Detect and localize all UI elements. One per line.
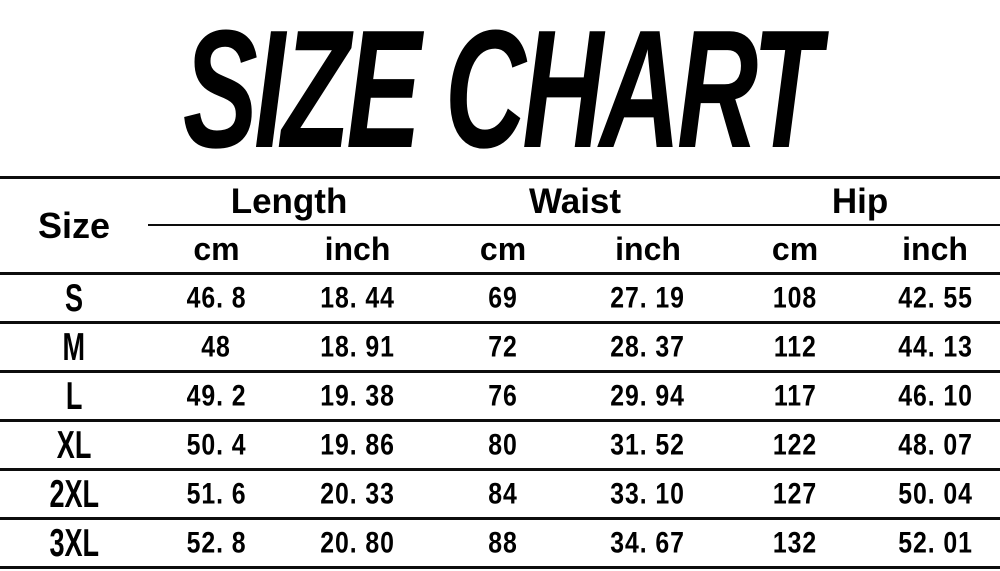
hip-inch-value: 46. 10 bbox=[897, 379, 973, 412]
length-cm-header: cm bbox=[193, 230, 240, 267]
waist-cm-header: cm bbox=[479, 230, 527, 267]
size-chart-title: SIZE CHART bbox=[182, 0, 818, 183]
unit-header-row bbox=[0, 225, 1000, 274]
length-inch-value: 20. 33 bbox=[320, 477, 395, 510]
length-cm-value: 52. 8 bbox=[186, 526, 247, 559]
length-cm-value: 49. 2 bbox=[186, 379, 247, 412]
length-inch-value: 19. 38 bbox=[320, 379, 395, 412]
length-group-header: Length bbox=[148, 178, 430, 226]
table-row-3xl bbox=[0, 519, 1000, 568]
table-row-xl bbox=[0, 421, 1000, 470]
size-label: M bbox=[62, 324, 86, 369]
hip-cm-value: 117 bbox=[773, 379, 817, 412]
hip-inch-value: 50. 04 bbox=[897, 477, 973, 510]
length-inch-value: 18. 44 bbox=[320, 281, 395, 314]
size-chart-table bbox=[0, 176, 1000, 569]
length-inch-value: 20. 80 bbox=[320, 526, 395, 559]
waist-cm-value: 80 bbox=[488, 428, 518, 461]
length-cm-value: 50. 4 bbox=[186, 428, 247, 461]
waist-cm-value: 76 bbox=[488, 379, 518, 412]
waist-cm-value: 69 bbox=[488, 281, 518, 314]
table-row-s bbox=[0, 274, 1000, 323]
hip-group-header: Hip bbox=[720, 178, 1000, 226]
size-label: 3XL bbox=[49, 520, 99, 565]
hip-inch-value: 42. 55 bbox=[897, 281, 973, 314]
waist-inch-value: 34. 67 bbox=[610, 526, 686, 559]
waist-inch-value: 29. 94 bbox=[610, 379, 686, 412]
waist-inch-value: 31. 52 bbox=[610, 428, 686, 461]
waist-inch-value: 28. 37 bbox=[610, 330, 686, 363]
table-body bbox=[0, 274, 1000, 568]
hip-inch-value: 52. 01 bbox=[897, 526, 973, 559]
hip-inch-header: inch bbox=[902, 230, 968, 267]
length-inch-value: 19. 86 bbox=[320, 428, 395, 461]
hip-cm-header: cm bbox=[771, 230, 819, 267]
size-column-header: Size bbox=[37, 204, 111, 246]
title-wrap bbox=[0, 0, 1000, 183]
hip-cm-value: 108 bbox=[772, 281, 818, 314]
table-row-l bbox=[0, 372, 1000, 421]
size-label: S bbox=[64, 275, 84, 320]
hip-cm-value: 127 bbox=[772, 477, 818, 510]
hip-cm-value: 122 bbox=[772, 428, 818, 461]
waist-inch-value: 33. 10 bbox=[610, 477, 686, 510]
waist-cm-value: 72 bbox=[488, 330, 518, 363]
length-inch-header: inch bbox=[324, 230, 391, 267]
table-row-m bbox=[0, 323, 1000, 372]
size-label: 2XL bbox=[49, 471, 99, 516]
length-cm-value: 46. 8 bbox=[186, 281, 247, 314]
length-cm-value: 48 bbox=[201, 330, 232, 363]
length-inch-value: 18. 91 bbox=[320, 330, 395, 363]
waist-cm-value: 84 bbox=[488, 477, 518, 510]
waist-inch-value: 27. 19 bbox=[610, 281, 686, 314]
hip-cm-value: 132 bbox=[772, 526, 818, 559]
table-row-2xl bbox=[0, 470, 1000, 519]
size-label: XL bbox=[56, 422, 92, 467]
hip-cm-value: 112 bbox=[773, 330, 817, 363]
group-header-row bbox=[0, 178, 1000, 226]
table-header bbox=[0, 178, 1000, 274]
size-label: L bbox=[65, 373, 83, 418]
hip-inch-value: 44. 13 bbox=[897, 330, 973, 363]
hip-inch-value: 48. 07 bbox=[897, 428, 973, 461]
waist-cm-value: 88 bbox=[488, 526, 518, 559]
waist-inch-header: inch bbox=[615, 230, 681, 267]
length-cm-value: 51. 6 bbox=[186, 477, 247, 510]
waist-group-header: Waist bbox=[430, 178, 720, 226]
